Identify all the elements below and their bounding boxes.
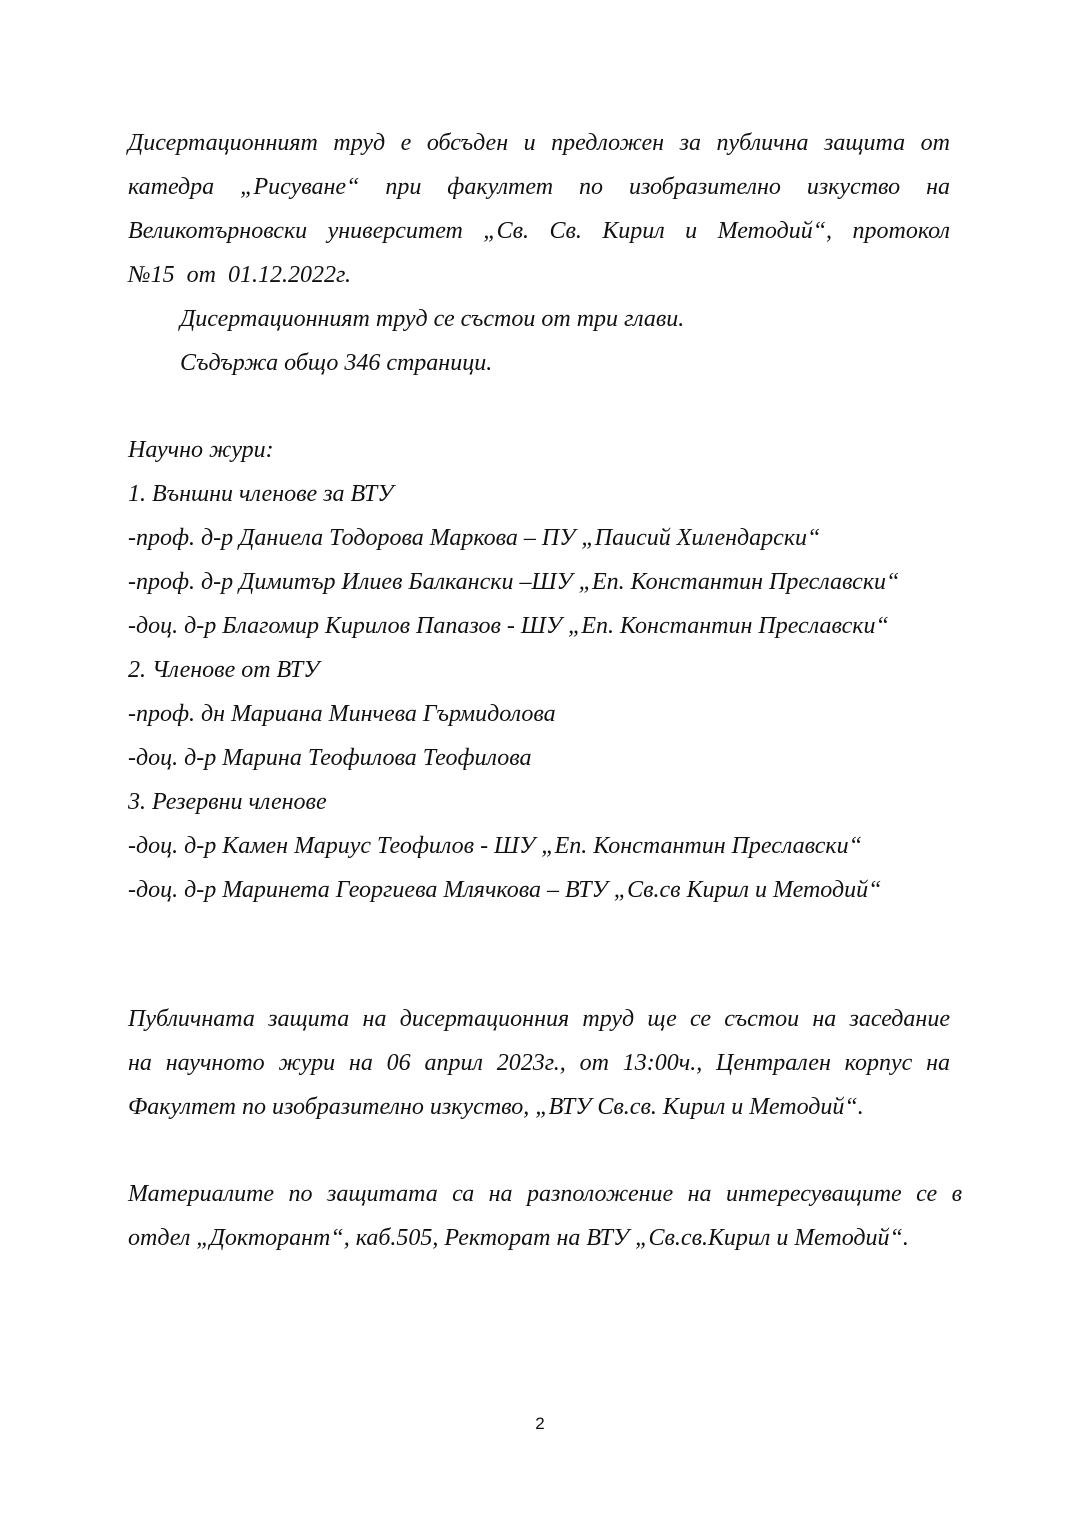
jury-member: -проф. д-р Димитър Илиев Балкански –ШУ „Еп. Константин Преславски“: [128, 569, 900, 595]
jury-member: -доц. д-р Камен Мариус Теофилов - ШУ „Еп. Константин Преславски“: [128, 833, 863, 859]
jury-heading: Научно жури:: [128, 437, 274, 463]
defense-paragraph: [128, 997, 950, 1129]
page-number: 2: [535, 1414, 545, 1433]
jury-member: -проф. дн Мариана Минчева Гърмидолова: [128, 701, 556, 727]
pages-text: Съдържа общо 346 страници.: [180, 350, 493, 376]
reserve-members-heading: 3. Резервни членове: [128, 789, 327, 815]
jury-member: -доц. д-р Марина Теофилова Теофилова: [128, 745, 532, 771]
chapters-text: Дисертационният труд се състои от три глави.: [180, 306, 685, 332]
scientific-jury: [128, 428, 950, 912]
materials-paragraph: [128, 1172, 962, 1260]
intro-line: Дисертационният труд е обсъден и предложен за публична защита от: [128, 130, 950, 156]
materials-line: отдел „Докторант“, каб.505, Ректорат на ВТУ „Св.св.Кирил и Методий“.: [128, 1225, 909, 1251]
defense-line: на научното жури на 06 април 2023г., от 13:00ч., Централен корпус на: [128, 1050, 950, 1076]
jury-member: -проф. д-р Даниела Тодорова Маркова – ПУ „Паисий Хилендарски“: [128, 525, 821, 551]
intro-line: катедра „Рисуване“ при факултет по изобразително изкуство на: [128, 174, 950, 200]
defense-line: Факултет по изобразително изкуство, „ВТУ Св.св. Кирил и Методий“.: [128, 1094, 864, 1120]
intro-paragraph: [128, 121, 950, 297]
external-members-heading: 1. Външни членове за ВТУ: [128, 481, 394, 507]
intro-line: №15 от 01.12.2022г.: [128, 262, 352, 288]
jury-member: -доц. д-р Благомир Кирилов Папазов - ШУ „Еп. Константин Преславски“: [128, 613, 889, 639]
defense-line: Публичната защита на дисертационния труд ще се състои на заседание: [128, 1006, 950, 1032]
intro-line: Великотърновски университет „Св. Св. Кирил и Методий“, протокол: [128, 218, 950, 244]
dissertation-summary: [128, 297, 950, 385]
materials-line: Материалите по защитата са на разположение на интересуващите се в: [128, 1181, 962, 1207]
internal-members-heading: 2. Членове от ВТУ: [128, 657, 320, 683]
jury-member: -доц. д-р Маринета Георгиева Млячкова – ВТУ „Св.св Кирил и Методий“: [128, 877, 882, 903]
